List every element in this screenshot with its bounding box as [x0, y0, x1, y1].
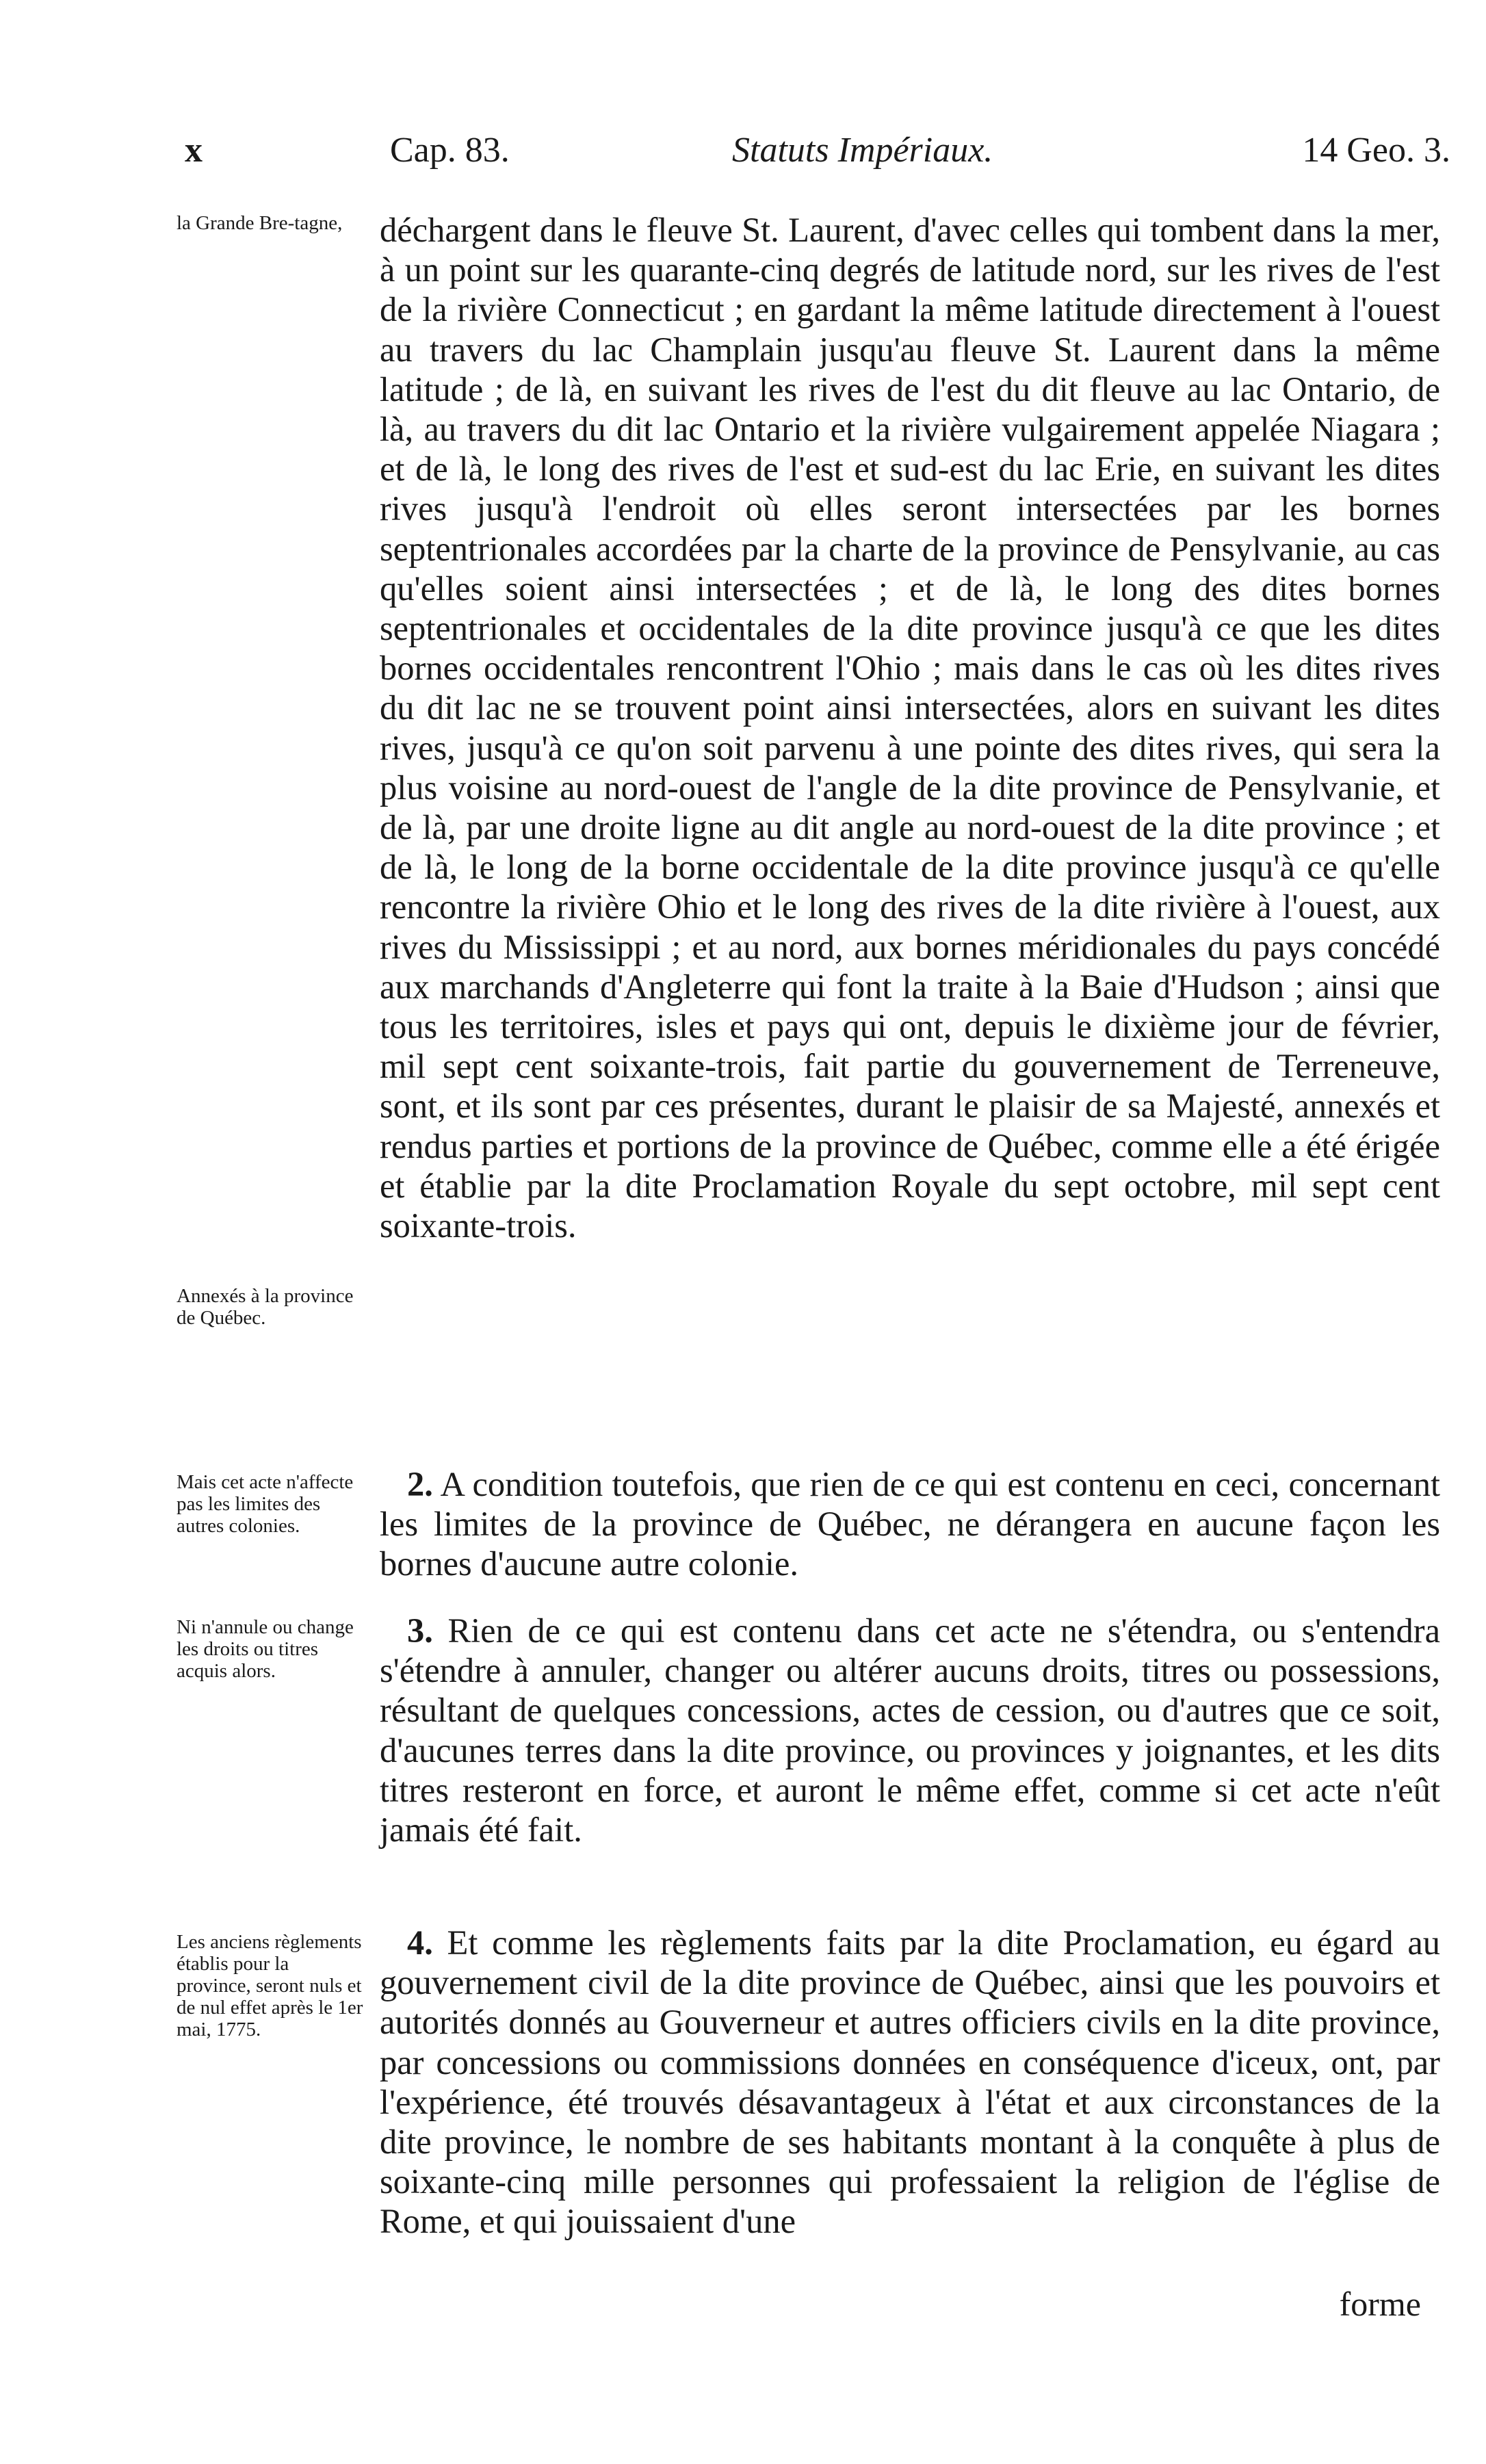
margin-note: [177, 1931, 368, 2040]
page-number: x: [185, 131, 203, 170]
section-text: Et comme les règlements faits par la dite Proclamation, eu égard au gouvernement civil de la dite province de Québec, ainsi que les pouvoirs et autorités donnés au Gouverneur et autres officiers civils en la dite province, par concessions ou commissions données en conséquence d'iceux, ont, par l'expérience, été trouvés désavantageux à l'état et aux circonstances de la dite province, le nombre de ses habitants montant à la conquête à plus de soixante-cinq mille personnes qui professaient la religion de l'église de Rome, et qui jouissaient d'une: [380, 1923, 1440, 2241]
running-title: Statuts Impériaux.: [732, 131, 993, 170]
paragraph-continuation: [380, 210, 1440, 1245]
reign-label: 14 Geo. 3.: [1302, 131, 1450, 170]
paragraph-text: déchargent dans le fleuve St. Laurent, d'avec celles qui tombent dans la mer, à un point sur les quarante-cinq degrés de latitude nord, sur les rives de l'est de la rivière Connecticut ; en gardant la même latitude directement à l'ouest au travers du lac Champlain jusqu'au fleuve St. Laurent dans la même latitude ; de là, en suivant les rives de l'est du dit fleuve au lac Ontario, de là, au travers du dit lac Ontario et la rivière vulgairement appelée Niagara ; et de là, le long des rives de l'est et sud-est du lac Erie, en suivant les dites rives jusqu'à l'endroit où elles seront intersectées par les bornes septentrionales accordées par la charte de la province de Pensylvanie, au cas qu'elles soient ainsi intersectées ; et de là, le long des dites bornes septentrionales et occidentales de la dite province jusqu'à ce que les dites bornes occidentales rencontrent l'Ohio ; mais dans le cas où les dites rives du dit lac ne se trouvent point ainsi intersectées, alors en suivant les dites rives, jusqu'à ce qu'on soit parvenu à une pointe des dites rives, qui sera la plus voisine au nord-ouest de l'angle de la dite province de Pensylvanie, et de là, par une droite ligne au dit angle au nord-ouest de la dite province ; et de là, le long de la borne occidentale de la dite province jusqu'à ce qu'elle rencontre la rivière Ohio et le long des rives de la dite rivière à l'ouest, aux rives du Mississippi ; et au nord, aux bornes méridionales du pays concédé aux marchands d'Angleterre qui font la traite à la Baie d'Hudson ; ainsi que tous les territoires, isles et pays qui ont, depuis le dixième jour de février, mil sept cent soixante-trois, fait partie du gouvernement de Terreneuve, sont, et ils sont par ces présentes, durant le plaisir de sa Majesté, annexés et rendus parties et portions de la province de Québec, comme elle a été érigée et établie par la dite Proclamation Royale du sept octobre, mil sept cent soixante-trois.: [380, 211, 1440, 1245]
section-3: [380, 1611, 1440, 1850]
catchword: forme: [1339, 2285, 1421, 2323]
section-4: [380, 1923, 1440, 2242]
margin-note-text: Annexés à la province de Québec.: [177, 1285, 354, 1329]
running-header: [185, 130, 1450, 178]
section-number: 2.: [407, 1465, 433, 1503]
chapter-label: Cap. 83.: [390, 131, 510, 170]
margin-note: [177, 1616, 368, 1682]
margin-note-text: la Grande Bre-tagne,: [177, 212, 343, 234]
margin-note: [177, 212, 368, 234]
margin-note: [177, 1285, 368, 1329]
margin-note-text: Ni n'annule ou change les droits ou titres acquis alors.: [177, 1616, 354, 1682]
section-text: Rien de ce qui est contenu dans cet acte ne s'étendra, ou s'entendra s'étendre à annuler, changer ou altérer aucuns droits, titres ou possessions, résultant de quelques concessions, actes de cession, ou d'autres que ce soit, d'aucunes terres dans la dite province, ou provinces y joignantes, et les dits titres resteront en force, et auront le même effet, comme si cet acte n'eût jamais été fait.: [380, 1611, 1441, 1850]
section-number: 3.: [407, 1611, 433, 1650]
margin-note-text: Les anciens règlements établis pour la province, seront nuls et de nul effet après le 1er mai, 1775.: [177, 1931, 363, 2040]
section-number: 4.: [407, 1923, 433, 1962]
margin-note: [177, 1471, 368, 1537]
section-text: A condition toutefois, que rien de ce qui est contenu en ceci, concernant les limites de la province de Québec, ne dérangera en aucune façon les bornes d'aucune autre colonie.: [380, 1465, 1440, 1583]
margin-note-text: Mais cet acte n'affecte pas les limites des autres colonies.: [177, 1471, 354, 1537]
section-2: [380, 1464, 1440, 1584]
